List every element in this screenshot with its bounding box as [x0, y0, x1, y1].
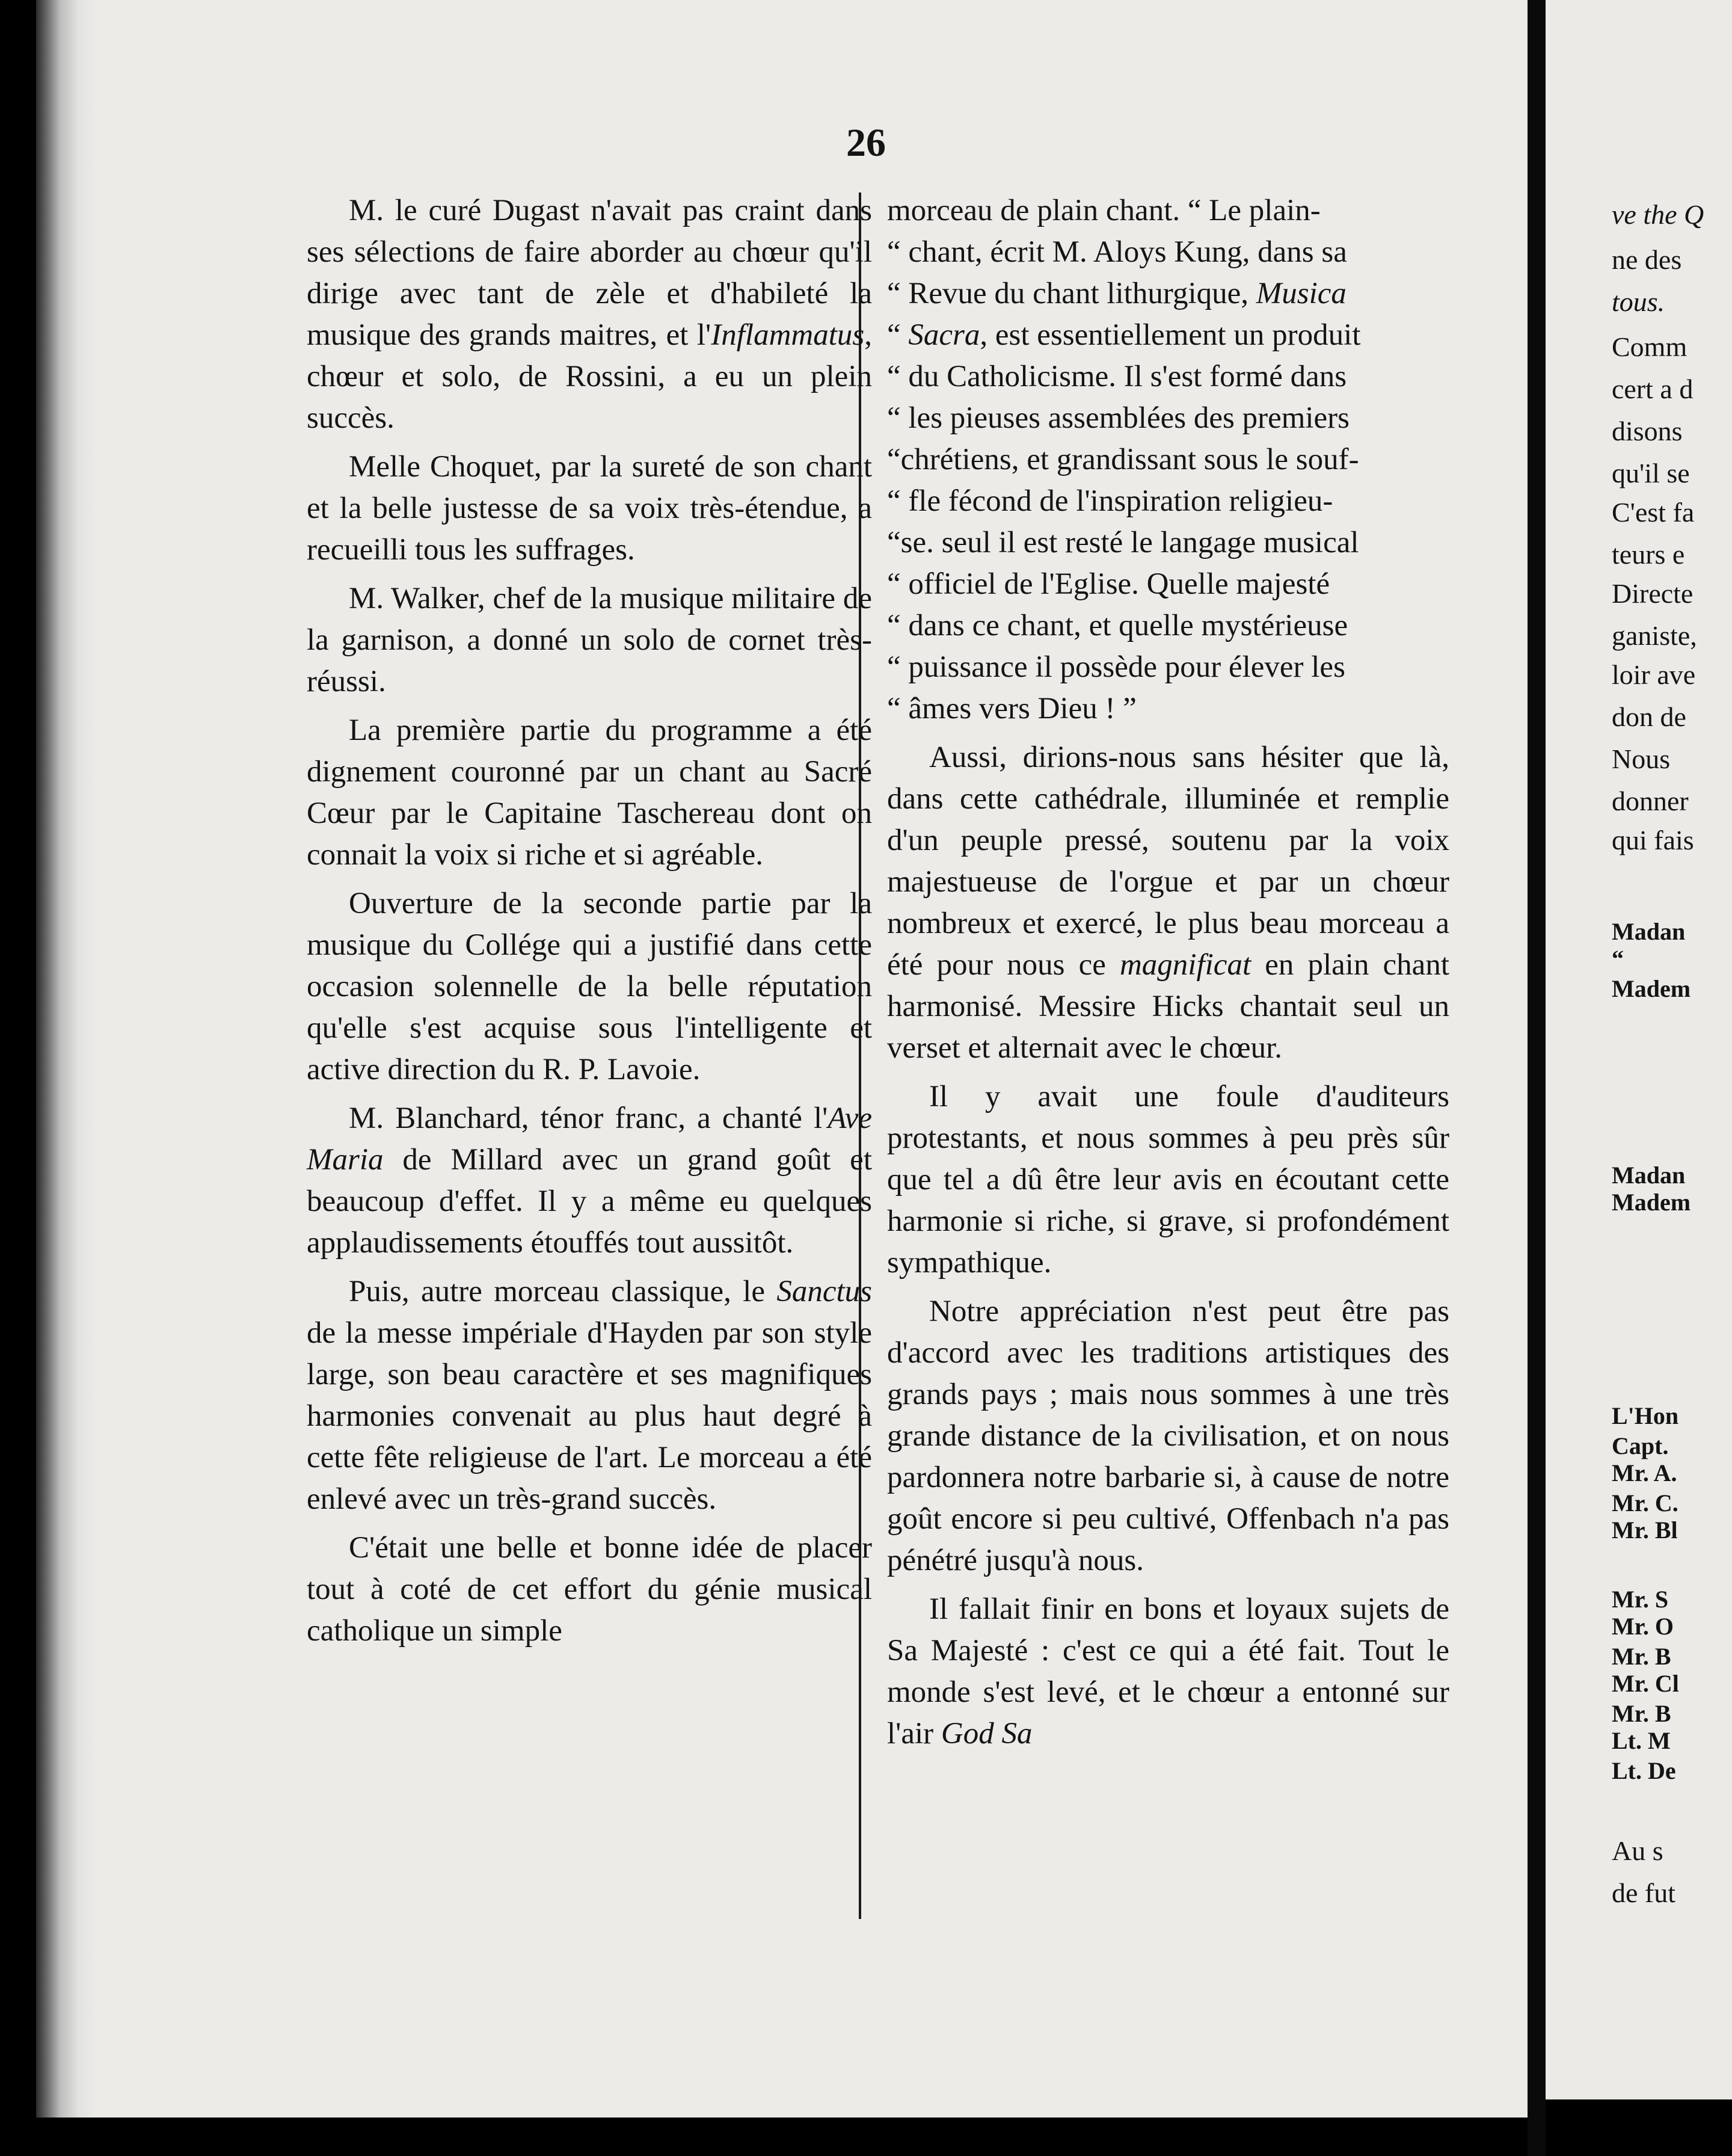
quote-line: “ Revue du chant lithurgique, Musica [887, 277, 1347, 310]
next-page-fragment: Mr. Bl [1612, 1517, 1678, 1544]
next-page-fragment: de fut [1612, 1877, 1676, 1908]
next-page-fragment: “ [1612, 945, 1624, 972]
next-page-fragment: teurs e [1612, 539, 1685, 570]
paragraph: Il fallait finir en bons et loyaux sujets de Sa Majesté : c'est ce qui a été fait. Tout le monde s'est levé, et le chœur a entonné sur l'air God Sa [887, 1592, 1449, 1751]
next-page-fragment: L'Hon [1612, 1402, 1679, 1429]
next-page-fragment: Mr. A. [1612, 1459, 1677, 1486]
next-page-fragment: qui fais [1612, 825, 1694, 855]
next-page-fragment: Comm [1612, 331, 1687, 362]
quote-line: “ âmes vers Dieu ! ” [887, 692, 1137, 725]
paragraph: M. Blanchard, ténor franc, a chanté l'Ave Maria de Millard avec un grand goût et beaucoup d'effet. Il y a même eu quelques applaudissements étouffés tout aussitôt. [307, 1101, 872, 1260]
page-number: 26 [846, 121, 886, 165]
next-page-fragment: Lt. M [1612, 1727, 1671, 1754]
quote-line: “ puissance il possède pour élever les [887, 650, 1345, 684]
next-page-fragment: Madan [1612, 918, 1686, 945]
quote-line: “ du Catholicisme. Il s'est formé dans [887, 360, 1347, 393]
quote-line: “ les pieuses assemblées des premiers [887, 401, 1350, 435]
quote-line: “se. seul il est resté le langage musical [887, 526, 1359, 559]
next-page-fragment: Mr. Cl [1612, 1670, 1679, 1697]
next-page-fragment: C'est fa [1612, 497, 1695, 528]
next-page-fragment: ganiste, [1612, 620, 1697, 651]
quote-line: “ fle fécond de l'inspiration religieu- [887, 484, 1333, 518]
next-page-fragment: Nous [1612, 744, 1671, 774]
paragraph: Ouverture de la seconde partie par la musique du Collége qui a justifié dans cette occasion solennelle de la belle réputation qu'elle s'est acquise sous l'intelligente et active direction du R. P. Lavoie. [307, 887, 872, 1086]
paragraph: M. le curé Dugast n'avait pas craint dans ses sélections de faire aborder au chœur qu'il dirige avec tant de zèle et d'habileté la musique des grands maitres, et l'Inflammatus, chœur et solo, de Rossini, a eu un plein succès. [307, 194, 872, 435]
quote-line: “ officiel de l'Eglise. Quelle majesté [887, 567, 1330, 601]
paragraph: M. Walker, chef de la musique militaire de la garnison, a donné un solo de cornet très-réussi. [307, 582, 872, 698]
next-page-fragment: Madem [1612, 975, 1691, 1002]
next-page-fragment: Capt. [1612, 1432, 1669, 1459]
next-page-fragment: Madan [1612, 1162, 1686, 1189]
paragraph: Puis, autre morceau classique, le Sanctus de la messe impériale d'Hayden par son style large, son beau caractère et ses magnifiques harmonies convenait au plus haut degré à cette fête religieuse de l'art. Le morceau a été enlevé avec un très-grand succès. [307, 1275, 872, 1516]
paragraph: Melle Choquet, par la sureté de son chant et la belle justesse de sa voix très-étendue, a recueilli tous les suffrages. [307, 450, 872, 567]
next-page-fragment: Mr. S [1612, 1586, 1669, 1613]
next-page-fragment: Au s [1612, 1835, 1663, 1866]
next-page-fragment: ve the Q [1612, 199, 1704, 230]
quote-line: “chrétiens, et grandissant sous le souf- [887, 443, 1359, 476]
paragraph: Aussi, dirions-nous sans hésiter que là, dans cette cathédrale, illuminée et remplie d'un peuple pressé, soutenu par la voix majestueuse de l'orgue et par un chœur nombreux et exercé, le plus beau morceau a été pour nous ce magnificat en plain chant harmonisé. Messire Hicks chantait seul un verset et alternait avec le chœur. [887, 741, 1449, 1065]
paragraph: Il y avait une foule d'auditeurs protestants, et nous sommes à peu près sûr que tel a dû être leur avis en écoutant cette harmonie si riche, si grave, si profondément sympathique. [887, 1080, 1449, 1280]
next-page-fragment: ne des [1612, 244, 1682, 275]
paragraph: Notre appréciation n'est peut être pas d'accord avec les traditions artistiques des grands pays ; mais nous sommes à une très grande distance de la civilisation, et on nous pardonnera notre barbarie si, à cause de notre goût encore si peu cultivé, Offenbach n'a pas pénétré jusqu'à nous. [887, 1295, 1449, 1577]
book-binding [36, 0, 96, 2118]
quote-line: “ Sacra, est essentiellement un produit [887, 318, 1361, 352]
next-page-fragment: Mr. B [1612, 1643, 1671, 1670]
next-page-fragment: don de [1612, 701, 1686, 732]
next-page-fragment: Mr. C. [1612, 1489, 1678, 1517]
next-page-fragment: donner [1612, 786, 1689, 816]
next-page-fragment: Mr. B [1612, 1700, 1671, 1727]
next-page-fragment: qu'il se [1612, 458, 1690, 488]
next-page-fragment: Directe [1612, 578, 1694, 609]
paragraph: La première partie du programme a été dignement couronné par un chant au Sacré Cœur par le Capitaine Taschereau dont on connait la voix si riche et si agréable. [307, 713, 872, 872]
quote-line: “ dans ce chant, et quelle mystérieuse [887, 609, 1348, 642]
next-page-fragment: cert a d [1612, 374, 1694, 404]
next-page-fragment: Lt. De [1612, 1757, 1676, 1784]
next-page-fragment: Mr. O [1612, 1613, 1674, 1640]
next-page-fragment: disons [1612, 416, 1683, 446]
right-column [887, 190, 1449, 1762]
left-column [307, 190, 872, 1659]
quote-line: morceau de plain chant. “ Le plain- [887, 194, 1321, 227]
paragraph: C'était une belle et bonne idée de placer tout à coté de cet effort du génie musical catholique un simple [307, 1531, 872, 1648]
page-gutter [1528, 0, 1546, 2156]
next-page-fragment: Madem [1612, 1189, 1691, 1216]
next-page-fragment: tous. [1612, 286, 1665, 317]
quote-line: “ chant, écrit M. Aloys Kung, dans sa [887, 235, 1347, 269]
next-page-fragment: loir ave [1612, 659, 1696, 690]
